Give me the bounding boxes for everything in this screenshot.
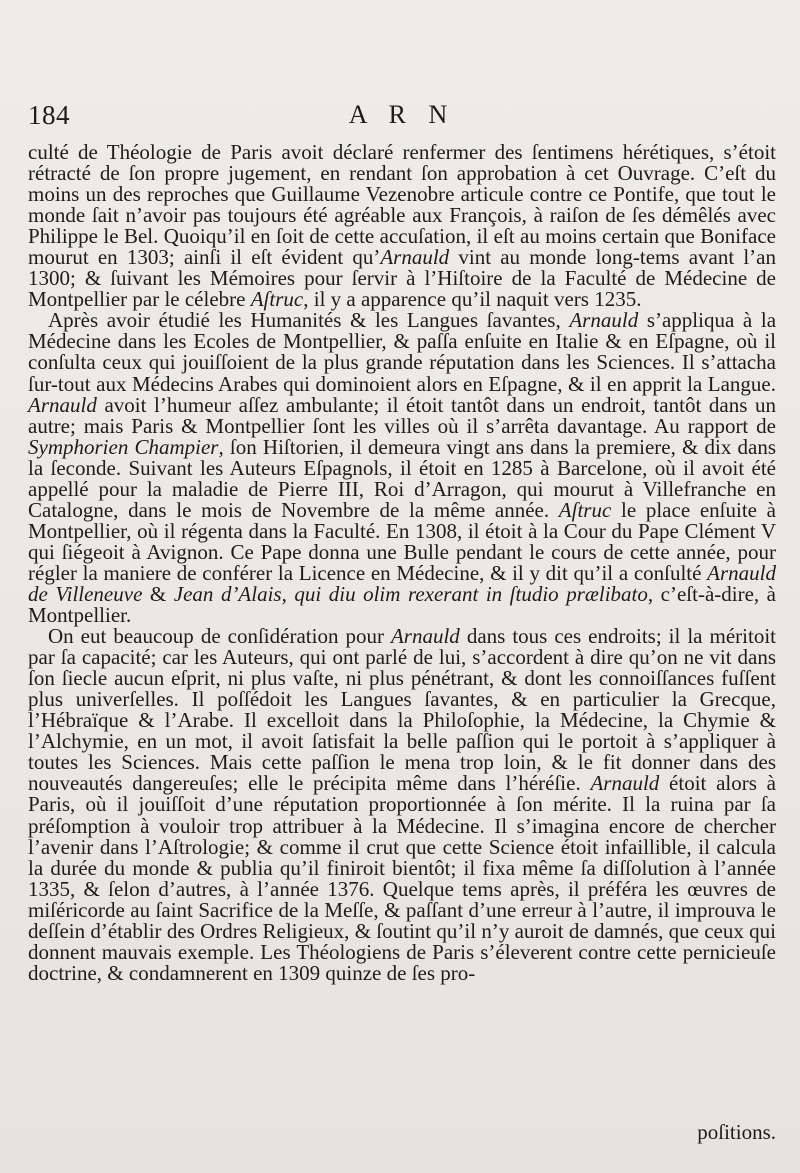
text-run: & xyxy=(142,581,174,606)
italic-text: Arnauld de Villeneuve xyxy=(28,560,776,606)
italic-text: Arnauld xyxy=(590,771,660,796)
italic-text: Symphorien Champier xyxy=(28,434,219,459)
italic-text: Aſtruc xyxy=(558,497,612,522)
italic-text: qui diu olim rexerant in ſtudio prælibato xyxy=(294,581,648,606)
text-run: s’appliqua à la Médecine dans les Ecoles de Montpellier, & paſſa enſuite en Italie & en Eſpagne, où il conſulta ceux qui jouiſſoient de la plus grande réputation dans les Sciences. Il s’attacha ſur-tout aux Médecins Arabes qui dominoient alors en Eſpagne, & il en apprit la Langue. xyxy=(28,308,777,396)
text-run: , il y a apparence qu’il naquit vers 1235. xyxy=(303,287,642,312)
italic-text: Arnauld xyxy=(390,624,460,649)
text-run: avoit l’humeur aſſez ambulante; il étoit tantôt dans un endroit, tantôt dans un autre; mais Paris & Montpellier ſont les villes où il s’arrêta davantage. Au rapport de xyxy=(28,392,776,438)
text-run: vint au monde long-tems avant l’an 1300; & ſuivant les Mémoires pour ſervir à l’Hiſtoire de la Faculté de Médecine de Montpellier par le célebre xyxy=(28,245,776,312)
text-run: le place enſuite à Montpellier, où il régenta dans la Faculté. En 1308, il étoit à la Cour du Pape Clément V qui ſiégeoit à Avignon. Ce Pape donna une Bulle pendant le cours de cette année, pour régler la maniere de conférer la Licence en Médecine, & il y dit qu’il a conſulté xyxy=(28,497,776,585)
text-run: , ſon Hiſtorien, il demeura vingt ans dans la premiere, & dix dans la ſeconde. Suivant les Auteurs Eſpagnols, il étoit en 1285 à Barcelone, où il avoit été appellé pour la maladie de Pierre III, Roi d’Arragon, qui mourut à Villefranche en Catalogne, dans le mois de Novembre de la même année. xyxy=(28,434,776,522)
paragraph-2 xyxy=(28,310,776,626)
text-run: On eut beaucoup de conſidération pour xyxy=(48,624,391,649)
paragraph-1 xyxy=(28,142,776,310)
text-run: , xyxy=(281,581,295,606)
italic-text: Arnauld xyxy=(569,308,639,333)
text-run: , c’eſt-à-dire, à Montpellier. xyxy=(28,581,777,628)
text-run: dans tous ces endroits; il la méritoit par ſa capacité; car les Auteurs, qui ont parlé de lui, s’accordent à dire qu’on ne vit dans ſon ſiecle aucun eſprit, ni plus vaſte, ni plus pénétrant, & dont les connoiſſances fuſſent plus univerſelles. Il poſſédoit les Langues ſavantes, & en particulier la Grecque, l’Hébraïque & l’Arabe. Il excelloit dans la Philoſophie, la Médecine, la Chymie & l’Alchymie, en un mot, il avoit ſatisfait la belle paſſion qui le portoit à s’appliquer à toutes les Sciences. Mais cette paſſion le mena trop loin, & le fit donner dans des nouveautés dangereuſes; elle le précipita même dans l’héréſie. xyxy=(28,624,777,796)
running-head: A R N xyxy=(348,100,456,129)
page-number: 184 xyxy=(28,100,70,130)
body-text xyxy=(28,142,776,984)
italic-text: Arnauld xyxy=(28,392,97,417)
text-run: culté de Théologie de Paris avoit déclaré renfermer des ſentimens hérétiques, s’étoit rétracté de ſon propre jugement, en rendant ſon approbation à cet Ouvrage. C’eſt du moins un des reproches que Guillaume Vezenobre articule contre ce Pontife, que tout le monde ſait n’avoir pas toujours été agréable aux François, à raiſon de ſes démêlés avec Philippe le Bel. Quoiqu’il en ſoit de cette accuſation, il eſt au moins certain que Boniface mourut en 1303; ainſi il eſt évident qu’ xyxy=(28,140,776,270)
italic-text: Arnauld xyxy=(380,245,450,270)
italic-text: Aſtruc xyxy=(250,287,304,312)
final-line: poſitions. xyxy=(697,1120,776,1144)
page-header xyxy=(28,100,776,134)
text-run: étoit alors à Paris, où il jouiſſoit d’une réputation proportionnée à ſon mérite. Il la ruina par ſa préſomption à vouloir trop attribuer à la Médecine. Il s’imagina encore de chercher l’avenir dans l’Aſtrologie; & comme il crut que cette Science étoit infaillible, il calcula la durée du monde & publia qu’il finiroit bientôt; il fixa même ſa diſſolution à l’année 1335, & ſelon d’autres, à l’année 1376. Quelque tems après, il préféra les œuvres de miſéricorde au ſaint Sacrifice de la Meſſe, & paſſant d’une erreur à l’autre, il improuva le deſſein d’établir des Ordres Religieux, & ſoutint qu’il n’y auroit de damnés, que ceux qui donnent mauvais exemple. Les Théologiens de Paris s’éleverent contre cette pernicieuſe doctrine, & condamnerent en 1309 quinze de ſes pro- xyxy=(28,771,776,985)
text-run: Après avoir étudié les Humanités & les Langues ſavantes, xyxy=(48,308,570,333)
paragraph-3 xyxy=(28,626,776,984)
italic-text: Jean d’Alais xyxy=(173,581,282,606)
